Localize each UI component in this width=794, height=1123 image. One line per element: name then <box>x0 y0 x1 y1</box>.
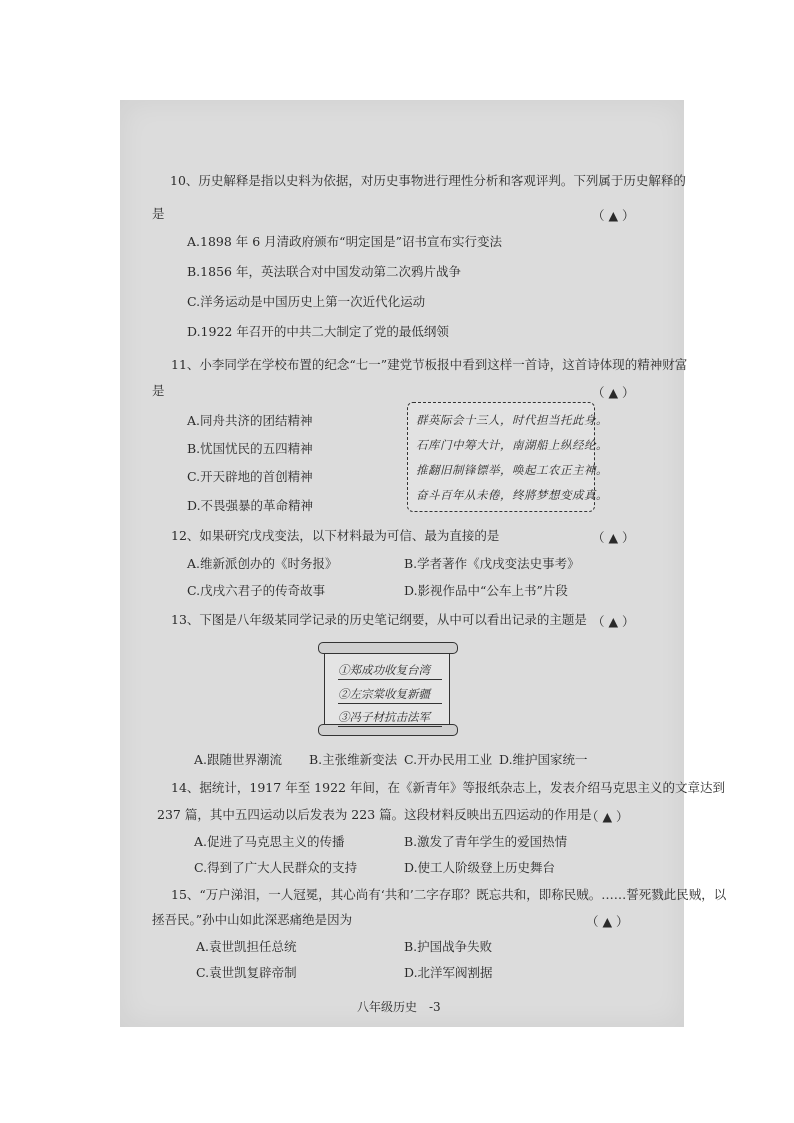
q12-option-b: B.学者著作《戊戌变法史事考》 <box>404 556 580 571</box>
q10-option-a: A.1898 年 6 月清政府颁布“明定国是”诏书宣布实行变法 <box>187 234 502 249</box>
q11-option-c: C.开天辟地的首创精神 <box>187 469 313 484</box>
q10-stem-line1: 10、历史解释是指以史料为依据，对历史事物进行理性分析和客观评判。下列属于历史解释的 <box>170 173 686 188</box>
q11-option-d: D.不畏强暴的革命精神 <box>187 498 314 513</box>
q13-stem: 13、下图是八年级某同学记录的历史笔记纲要，从中可以看出记录的主题是 <box>171 612 587 627</box>
q15-answer-mark: （ ▲ ） <box>586 914 629 929</box>
q10-answer-mark: （ ▲ ） <box>592 208 635 223</box>
q14-stem-line1: 14、据统计，1917 年至 1922 年间，在《新青年》等报纸杂志上，发表介绍马克思主义的文章达到 <box>171 780 725 795</box>
q15-stem-line2: 拯吾民。”孙中山如此深恶痛绝是因为 <box>152 912 353 927</box>
q12-option-a: A.维新派创办的《时务报》 <box>187 556 338 571</box>
q13-option-c: C.开办民用工业 <box>404 752 493 767</box>
q11-option-a: A.同舟共济的团结精神 <box>187 413 313 428</box>
scroll-note: ③冯子材抗击法军 <box>338 709 442 727</box>
scroll-top-roll <box>318 642 458 654</box>
notes-scroll <box>318 642 456 734</box>
q13-answer-mark: （ ▲ ） <box>592 614 635 629</box>
q14-answer-mark: （ ▲ ） <box>586 809 629 824</box>
page-footer: 八年级历史 -3 <box>357 1000 441 1014</box>
q14-option-a: A.促进了马克思主义的传播 <box>194 834 345 849</box>
poem-line: 奋斗百年从未倦，终將梦想变成真。 <box>416 488 608 502</box>
scroll-note: ①郑成功收复台湾 <box>338 662 442 680</box>
q12-option-d: D.影视作品中“公车上书”片段 <box>404 583 568 598</box>
q11-answer-mark: （ ▲ ） <box>592 385 635 400</box>
q11-stem-line1: 11、小李同学在学校布置的纪念“七一”建党节板报中看到这样一首诗，这首诗体现的精神财富 <box>171 357 688 372</box>
q14-option-d: D.使工人阶级登上历史舞台 <box>404 860 556 875</box>
q15-stem-line1: 15、“万户涕泪，一人冠冕，其心尚有‘共和’二字存耶？既忘共和，即称民贼。……誓死戮此民贼，以 <box>171 887 727 902</box>
poem-line: 石库门中筹大计，南湖船上纵经纶。 <box>416 438 608 452</box>
q12-answer-mark: （ ▲ ） <box>592 530 635 545</box>
q11-stem-line2: 是 <box>152 383 165 398</box>
q15-option-d: D.北洋军阀割据 <box>404 965 493 980</box>
q10-stem-line2: 是 <box>152 206 165 221</box>
q13-option-d: D.维护国家统一 <box>499 752 588 767</box>
q12-stem: 12、如果研究戊戌变法，以下材料最为可信、最为直接的是 <box>171 528 500 543</box>
q14-stem-line2: 237 篇，其中五四运动以后发表为 223 篇。这段材料反映出五四运动的作用是 <box>157 807 592 822</box>
q12-option-c: C.戊戌六君子的传奇故事 <box>187 583 326 598</box>
q10-option-d: D.1922 年召开的中共二大制定了党的最低纲领 <box>187 324 449 339</box>
poem-box <box>407 402 608 512</box>
poem-line: 推翻旧制锋镖举，唤起工农正主神。 <box>416 463 608 477</box>
scroll-note: ②左宗棠收复新疆 <box>338 686 442 704</box>
q10-option-b: B.1856 年，英法联合对中国发动第二次鸦片战争 <box>187 264 461 279</box>
q13-option-b: B.主张维新变法 <box>309 752 398 767</box>
q13-option-a: A.跟随世界潮流 <box>194 752 283 767</box>
q15-option-b: B.护国战争失败 <box>404 939 493 954</box>
q14-option-b: B.激发了青年学生的爱国热情 <box>404 834 568 849</box>
q10-option-c: C.洋务运动是中国历史上第一次近代化运动 <box>187 294 426 309</box>
poem-line: 群英际会十三人，时代担当托此身。 <box>416 413 608 427</box>
q15-option-c: C.袁世凯复辟帝制 <box>196 965 297 980</box>
q15-option-a: A.袁世凯担任总统 <box>196 939 297 954</box>
q11-option-b: B.忧国忧民的五四精神 <box>187 441 313 456</box>
q14-option-c: C.得到了广大人民群众的支持 <box>194 860 358 875</box>
